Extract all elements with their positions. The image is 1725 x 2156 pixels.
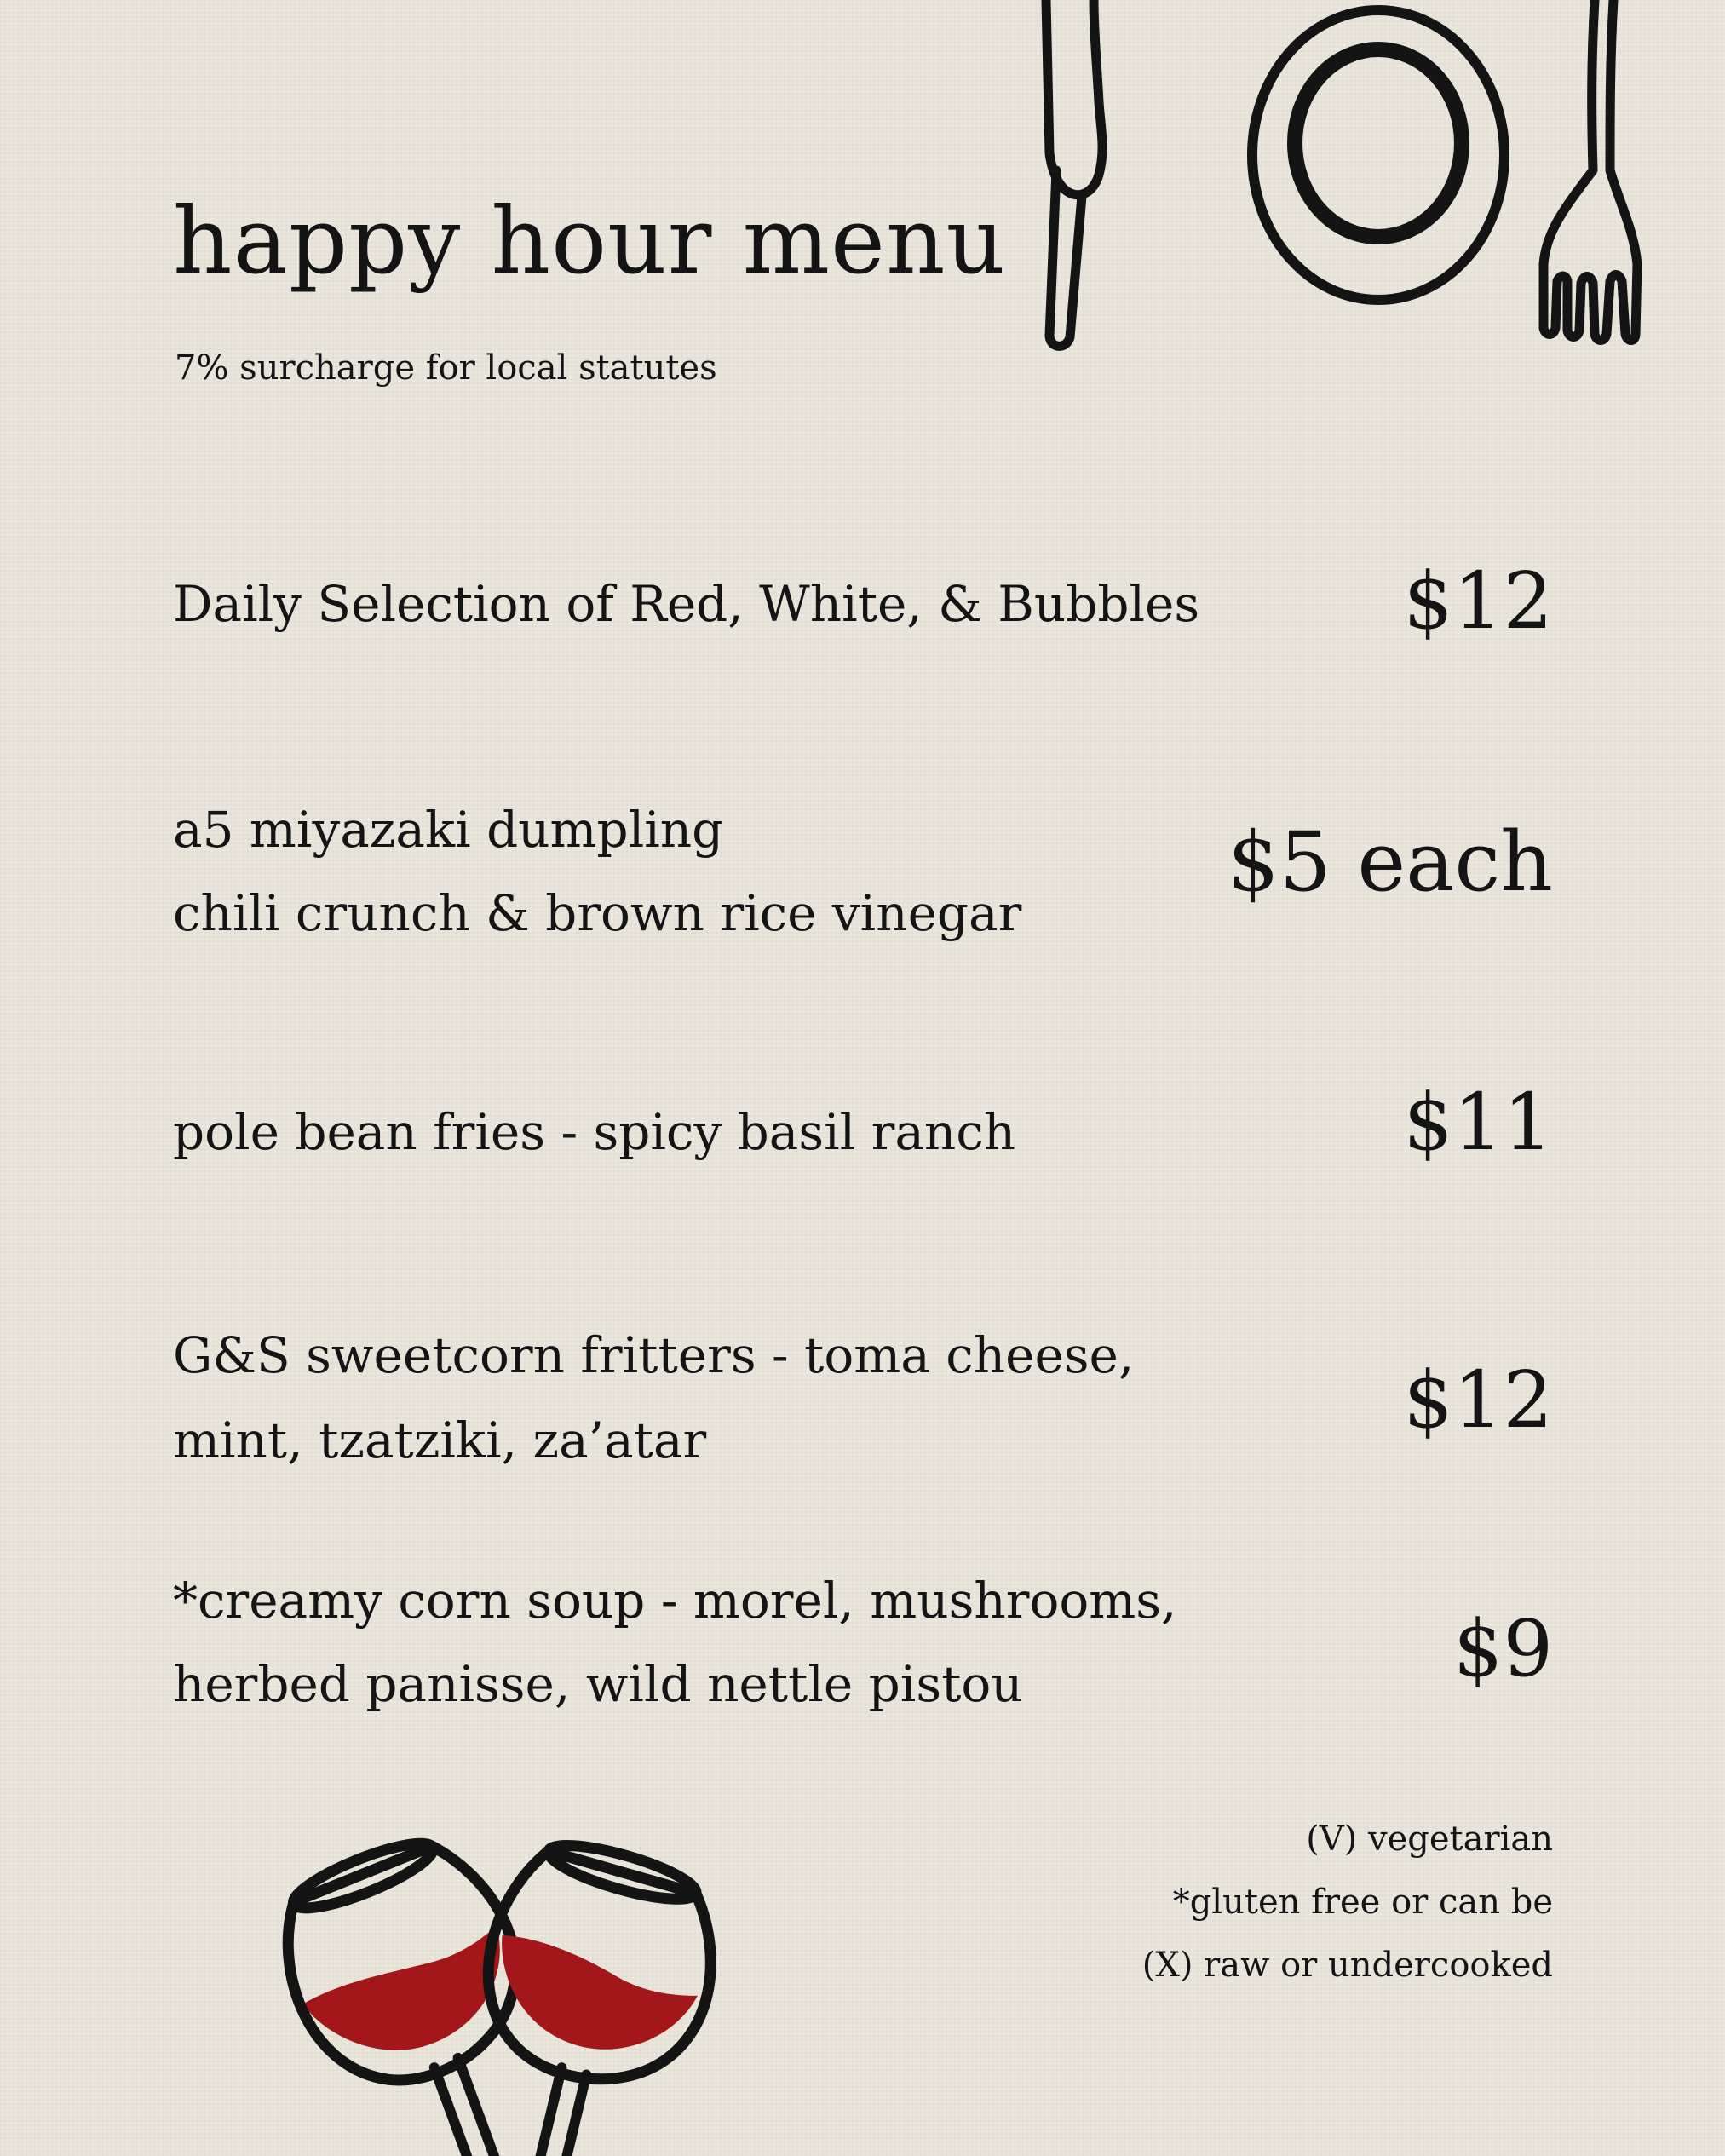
- item-4-line-2: mint, tzatziki, za’atar: [173, 1411, 707, 1469]
- legend-vegetarian: (V) vegetarian: [1306, 1820, 1553, 1859]
- dietary-legend: [1142, 1808, 1553, 1997]
- fork-icon: [1544, 0, 1637, 341]
- menu-title: happy hour menu: [173, 188, 1007, 295]
- item-2-line-2: chili crunch & brown rice vinegar: [173, 884, 1022, 942]
- item-1-price: $12: [1403, 555, 1553, 647]
- knife-icon: [1046, 0, 1102, 195]
- item-5-line-2: herbed panisse, wild nettle pistou: [173, 1655, 1023, 1713]
- item-5-price: $9: [1452, 1603, 1553, 1694]
- wine-glasses-icon: [256, 1848, 733, 2156]
- item-3-line-1: pole bean fries - spicy basil ranch: [173, 1103, 1016, 1161]
- item-1-line-1: Daily Selection of Red, White, & Bubbles: [173, 575, 1200, 633]
- item-2-price: $5 each: [1227, 814, 1553, 910]
- legend-gluten-free: *gluten free or can be: [1172, 1883, 1553, 1922]
- place-setting-icon: [1022, 0, 1653, 358]
- item-2-line-1: a5 miyazaki dumpling: [173, 801, 724, 859]
- item-3-price: $11: [1403, 1077, 1553, 1168]
- plate-inner-icon: [1295, 49, 1462, 237]
- item-4-line-1: G&S sweetcorn fritters - toma cheese,: [173, 1326, 1135, 1384]
- legend-raw: (X) raw or undercooked: [1141, 1946, 1553, 1985]
- menu-subtitle: 7% surcharge for local statutes: [175, 348, 717, 388]
- item-4-price: $12: [1403, 1354, 1553, 1446]
- item-5-line-1: *creamy corn soup - morel, mushrooms,: [173, 1572, 1177, 1630]
